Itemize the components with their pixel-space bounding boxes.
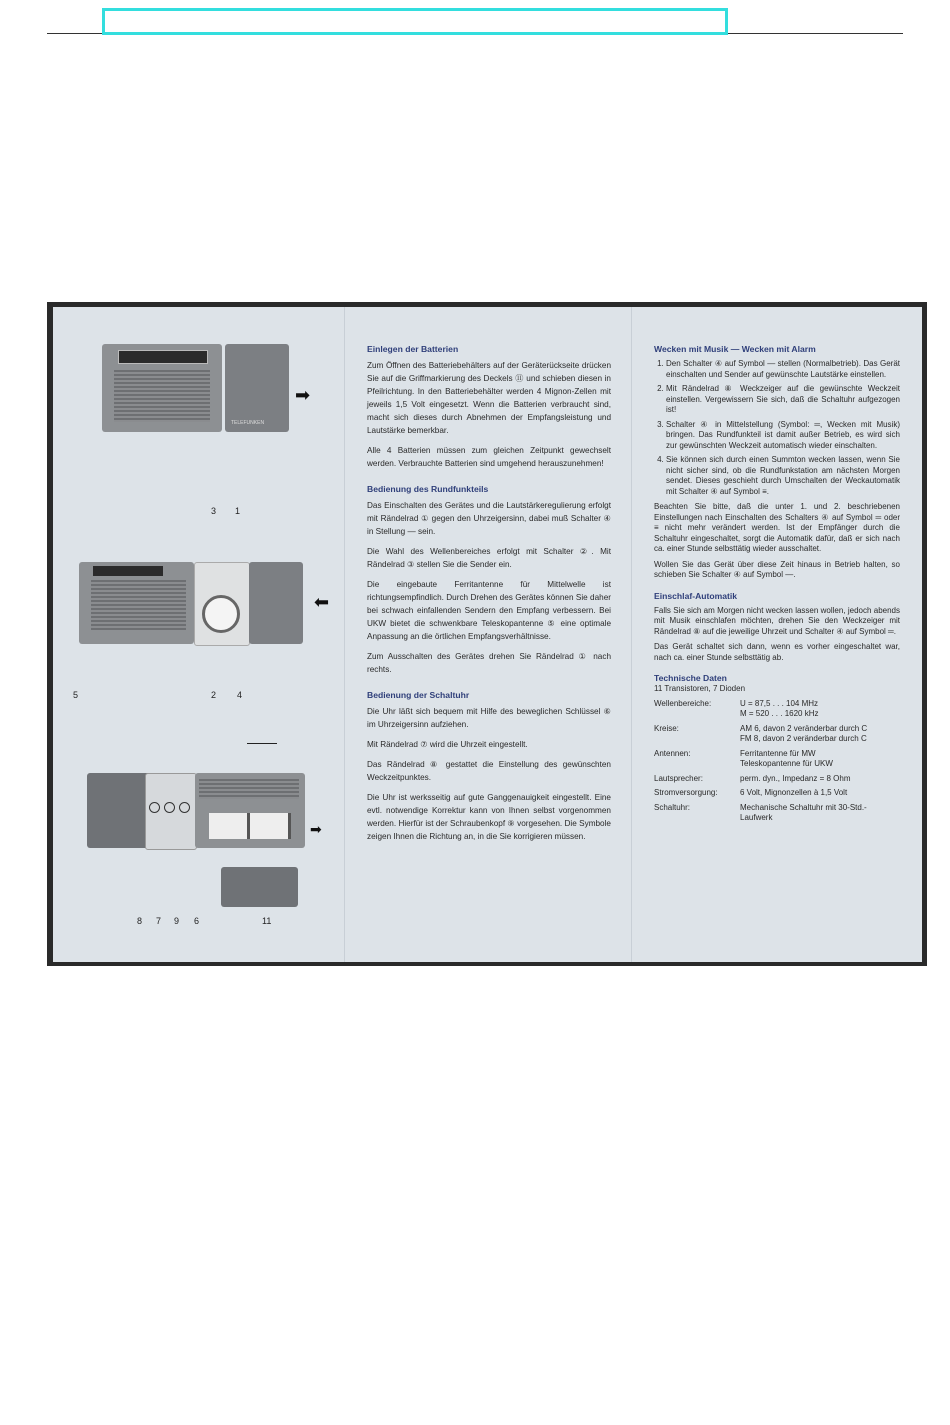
paragraph: Mit Rändelrad ⑦ wird die Uhrzeit eingestellt. bbox=[367, 740, 528, 749]
paragraph: Das Gerät schaltet sich dann, wenn es vorher eingeschaltet war, nach ca. einer Stunde selbsttätig ab. bbox=[654, 642, 900, 662]
spec-value: Mechanische Schaltuhr mit 30-Std.- Laufwerk bbox=[740, 802, 867, 822]
spec-key: Lautsprecher: bbox=[654, 773, 703, 783]
callout-number: 6 bbox=[194, 916, 200, 926]
header-highlight-box bbox=[102, 8, 728, 35]
list-item: 2. Mit Rändelrad ⑧ Weckzeiger auf die gewünschte Weckzeit einstellen. Vergewissern Sie sich, daß die Schaltuhr aufgezogen ist! bbox=[666, 384, 900, 416]
paragraph: Die Uhr ist werksseitig auf gute Ganggenauigkeit eingestellt. Eine evtl. notwendige Korrektur kann von Ihnen selbst vorgenommen werden. Hierfür ist der Schraubenkopf ⑨ vorgesehen. Die Symbole zeigen Ihnen die Richtung an, in die Sie korrigieren müssen. bbox=[367, 793, 611, 841]
battery-compartment bbox=[195, 773, 305, 848]
list-item: 4. Sie können sich durch einen Summton wecken lassen, wenn Sie nicht sicher sind, ob die Rundfunkstation am nächsten Morgen sendet. Dieses geschieht durch Umschalten der Weckautomatik mit Schalter ④ auf Symbol ≡. bbox=[666, 455, 900, 497]
section-title: Einlegen der Batterien bbox=[367, 344, 459, 354]
spec-row bbox=[654, 803, 900, 824]
battery-icon bbox=[209, 813, 291, 839]
fold-line bbox=[631, 307, 632, 962]
paragraph: Wollen Sie das Gerät über diese Zeit hinaus in Betrieb halten, so schieben Sie Schalter ④ auf Symbol —. bbox=[654, 559, 900, 579]
radio-side-figure bbox=[249, 562, 303, 644]
spec-key: Schaltuhr: bbox=[654, 802, 691, 812]
paragraph: Das Einschalten des Gerätes und die Lautstärkeregulierung erfolgt mit Rändelrad ① gegen den Uhrzeigersinn, dabei muß Schalter ④ in Stellung — sein. bbox=[367, 501, 611, 536]
section-timer bbox=[367, 690, 611, 843]
arrow-right-icon: ➡ bbox=[295, 385, 311, 405]
speaker-grille bbox=[114, 370, 210, 422]
paragraph: Zum Öffnen des Batteriebehälters auf der Geräterückseite drücken Sie auf die Griffmarkierung des Deckels ⑪ und schieben diesen in Pfeilrichtung. In den Batteriebehälter werden 4 Mignon-Zellen mit jeweils 1,5 Volt eingesetzt. Wenn die Batterien verbraucht sind, macht sich dieses durch Abnehmen der Empfangsleistung und Lautstärke bemerkbar. bbox=[367, 361, 611, 435]
callout-number: 11 bbox=[262, 916, 272, 926]
alarm-steps bbox=[654, 359, 900, 497]
callout-number: 3 bbox=[211, 506, 217, 516]
spec-key: Antennen: bbox=[654, 748, 691, 758]
section-title: Bedienung der Schaltuhr bbox=[367, 690, 470, 700]
spec-row bbox=[654, 749, 900, 770]
section-radio bbox=[367, 484, 611, 676]
spec-value: 6 Volt, Mignonzellen à 1,5 Volt bbox=[740, 788, 848, 797]
list-item: 3. Schalter ④ in Mittelstellung (Symbol: ═, Wecken mit Musik) bringen. Das Rundfunkteil ist damit außer Betrieb, es wird sich zur gewünschten Weckzeit automatisch wieder einschalten. bbox=[666, 420, 900, 452]
clock-panel bbox=[194, 562, 250, 646]
callout-number: 1 bbox=[235, 506, 241, 516]
speaker-grille bbox=[91, 580, 186, 630]
callout-number: 5 bbox=[73, 690, 79, 700]
paragraph: Die Wahl des Wellenbereiches erfolgt mit Schalter ②. Mit Rändelrad ③ stellen Sie die Sender ein. bbox=[367, 547, 611, 569]
speaker-grille bbox=[199, 779, 299, 799]
clock-mechanism bbox=[145, 773, 197, 850]
radio-rear-figure bbox=[87, 773, 152, 848]
instructions-column bbox=[367, 344, 611, 857]
spec-value: AM 6, davon 2 veränderbar durch C FM 8, davon 2 veränderbar durch C bbox=[740, 723, 868, 743]
arrow-right-icon: ➡ bbox=[310, 821, 322, 837]
callout-number: 7 bbox=[156, 916, 162, 926]
radio-back-figure bbox=[225, 344, 289, 432]
section-title: Wecken mit Musik — Wecken mit Alarm bbox=[654, 344, 816, 354]
paragraph: Die Uhr läßt sich bequem mit Hilfe des beweglichen Schlüssel ⑥ im Uhrzeigersinn aufziehen. bbox=[367, 707, 611, 729]
dial-window bbox=[118, 350, 208, 364]
instructions-column bbox=[654, 344, 900, 838]
knob-icon bbox=[149, 802, 160, 813]
paragraph: Alle 4 Batterien müssen zum gleichen Zeitpunkt gewechselt werden. Verbrauchte Batterien sind umgehend herauszunehmen! bbox=[367, 446, 611, 468]
paragraph: Beachten Sie bitte, daß die unter 1. und 2. beschriebenen Einstellungen nach Einschalten des Schalters ④ auf Symbol ═ oder ≡ nicht mehr verändert werden. Ist der Empfänger durch die Schaltuhr eingeschaltet, sorgt die Automatik dafür, daß er sich nach ca. einer Stunde selbsttätig wieder ausschaltet. bbox=[654, 502, 900, 553]
knob-icon bbox=[164, 802, 175, 813]
section-title: Einschlaf-Automatik bbox=[654, 590, 738, 601]
knob-icon bbox=[179, 802, 190, 813]
list-item: 1. Den Schalter ④ auf Symbol — stellen (Normalbetrieb). Das Gerät einschalten und Sender auf gewünschte Lautstärke einstellen. bbox=[666, 359, 900, 380]
section-specs bbox=[654, 673, 900, 824]
spec-value: U = 87,5 . . . 104 MHz M = 520 . . . 1620 kHz bbox=[740, 698, 819, 718]
section-title: Bedienung des Rundfunkteils bbox=[367, 484, 489, 494]
paragraph: Das Rändelrad ⑧ gestattet die Einstellung des gewünschten Weckzeitpunktes. bbox=[367, 760, 611, 782]
radio-open-figure bbox=[79, 562, 194, 644]
arrow-left-icon: ⬅ bbox=[314, 592, 330, 612]
fold-line bbox=[344, 307, 345, 962]
spec-key: Stromversorgung: bbox=[654, 788, 718, 797]
callout-number: 2 bbox=[211, 690, 217, 700]
scale-bar bbox=[247, 743, 277, 744]
brand-label: TELEFUNKEN bbox=[231, 420, 265, 426]
paragraph: Zum Ausschalten des Gerätes drehen Sie Rändelrad ① nach rechts. bbox=[367, 652, 611, 674]
spec-value: perm. dyn., Impedanz = 8 Ohm bbox=[740, 773, 851, 783]
spec-row bbox=[654, 788, 900, 799]
battery-cover-figure bbox=[221, 867, 298, 907]
spec-key: Wellenbereiche: bbox=[654, 698, 712, 708]
spec-subtitle: 11 Transistoren, 7 Dioden bbox=[654, 684, 746, 693]
callout-number: 8 bbox=[137, 916, 143, 926]
section-sleep bbox=[654, 591, 900, 664]
spec-value: Ferritantenne für MW Teleskopantenne für UKW bbox=[740, 748, 833, 768]
clock-icon bbox=[202, 595, 240, 633]
radio-closed-figure bbox=[102, 344, 222, 432]
section-title: Technische Daten bbox=[654, 673, 727, 683]
leaflet-paper bbox=[53, 307, 922, 962]
spec-row bbox=[654, 699, 900, 720]
callout-number: 4 bbox=[237, 690, 243, 700]
spec-key: Kreise: bbox=[654, 723, 679, 733]
paragraph: Die eingebaute Ferritantenne für Mittelwelle ist richtungsempfindlich. Durch Drehen des Gerätes können Sie daher bei schwach einfallenden Sendern den Empfang verbessern. Bei UKW bietet die schwenkbare Teleskopantenne ⑤ eine optimale Anpassung an die örtlichen Empfangsverhältnisse. bbox=[367, 580, 611, 641]
spec-row bbox=[654, 724, 900, 745]
callout-number: 9 bbox=[174, 916, 180, 926]
section-alarm bbox=[654, 344, 900, 581]
spec-row bbox=[654, 774, 900, 785]
section-batteries bbox=[367, 344, 611, 470]
scanned-leaflet bbox=[47, 302, 927, 966]
spec-table bbox=[654, 699, 900, 824]
paragraph: Falls Sie sich am Morgen nicht wecken lassen wollen, jedoch abends mit Musik einschlafen möchten, drehen Sie den Weckzeiger mit Rändelrad ⑧ auf die jeweilige Uhrzeit und Schalter ④ auf Symbol ═. bbox=[654, 605, 900, 636]
dial-window bbox=[93, 566, 163, 576]
